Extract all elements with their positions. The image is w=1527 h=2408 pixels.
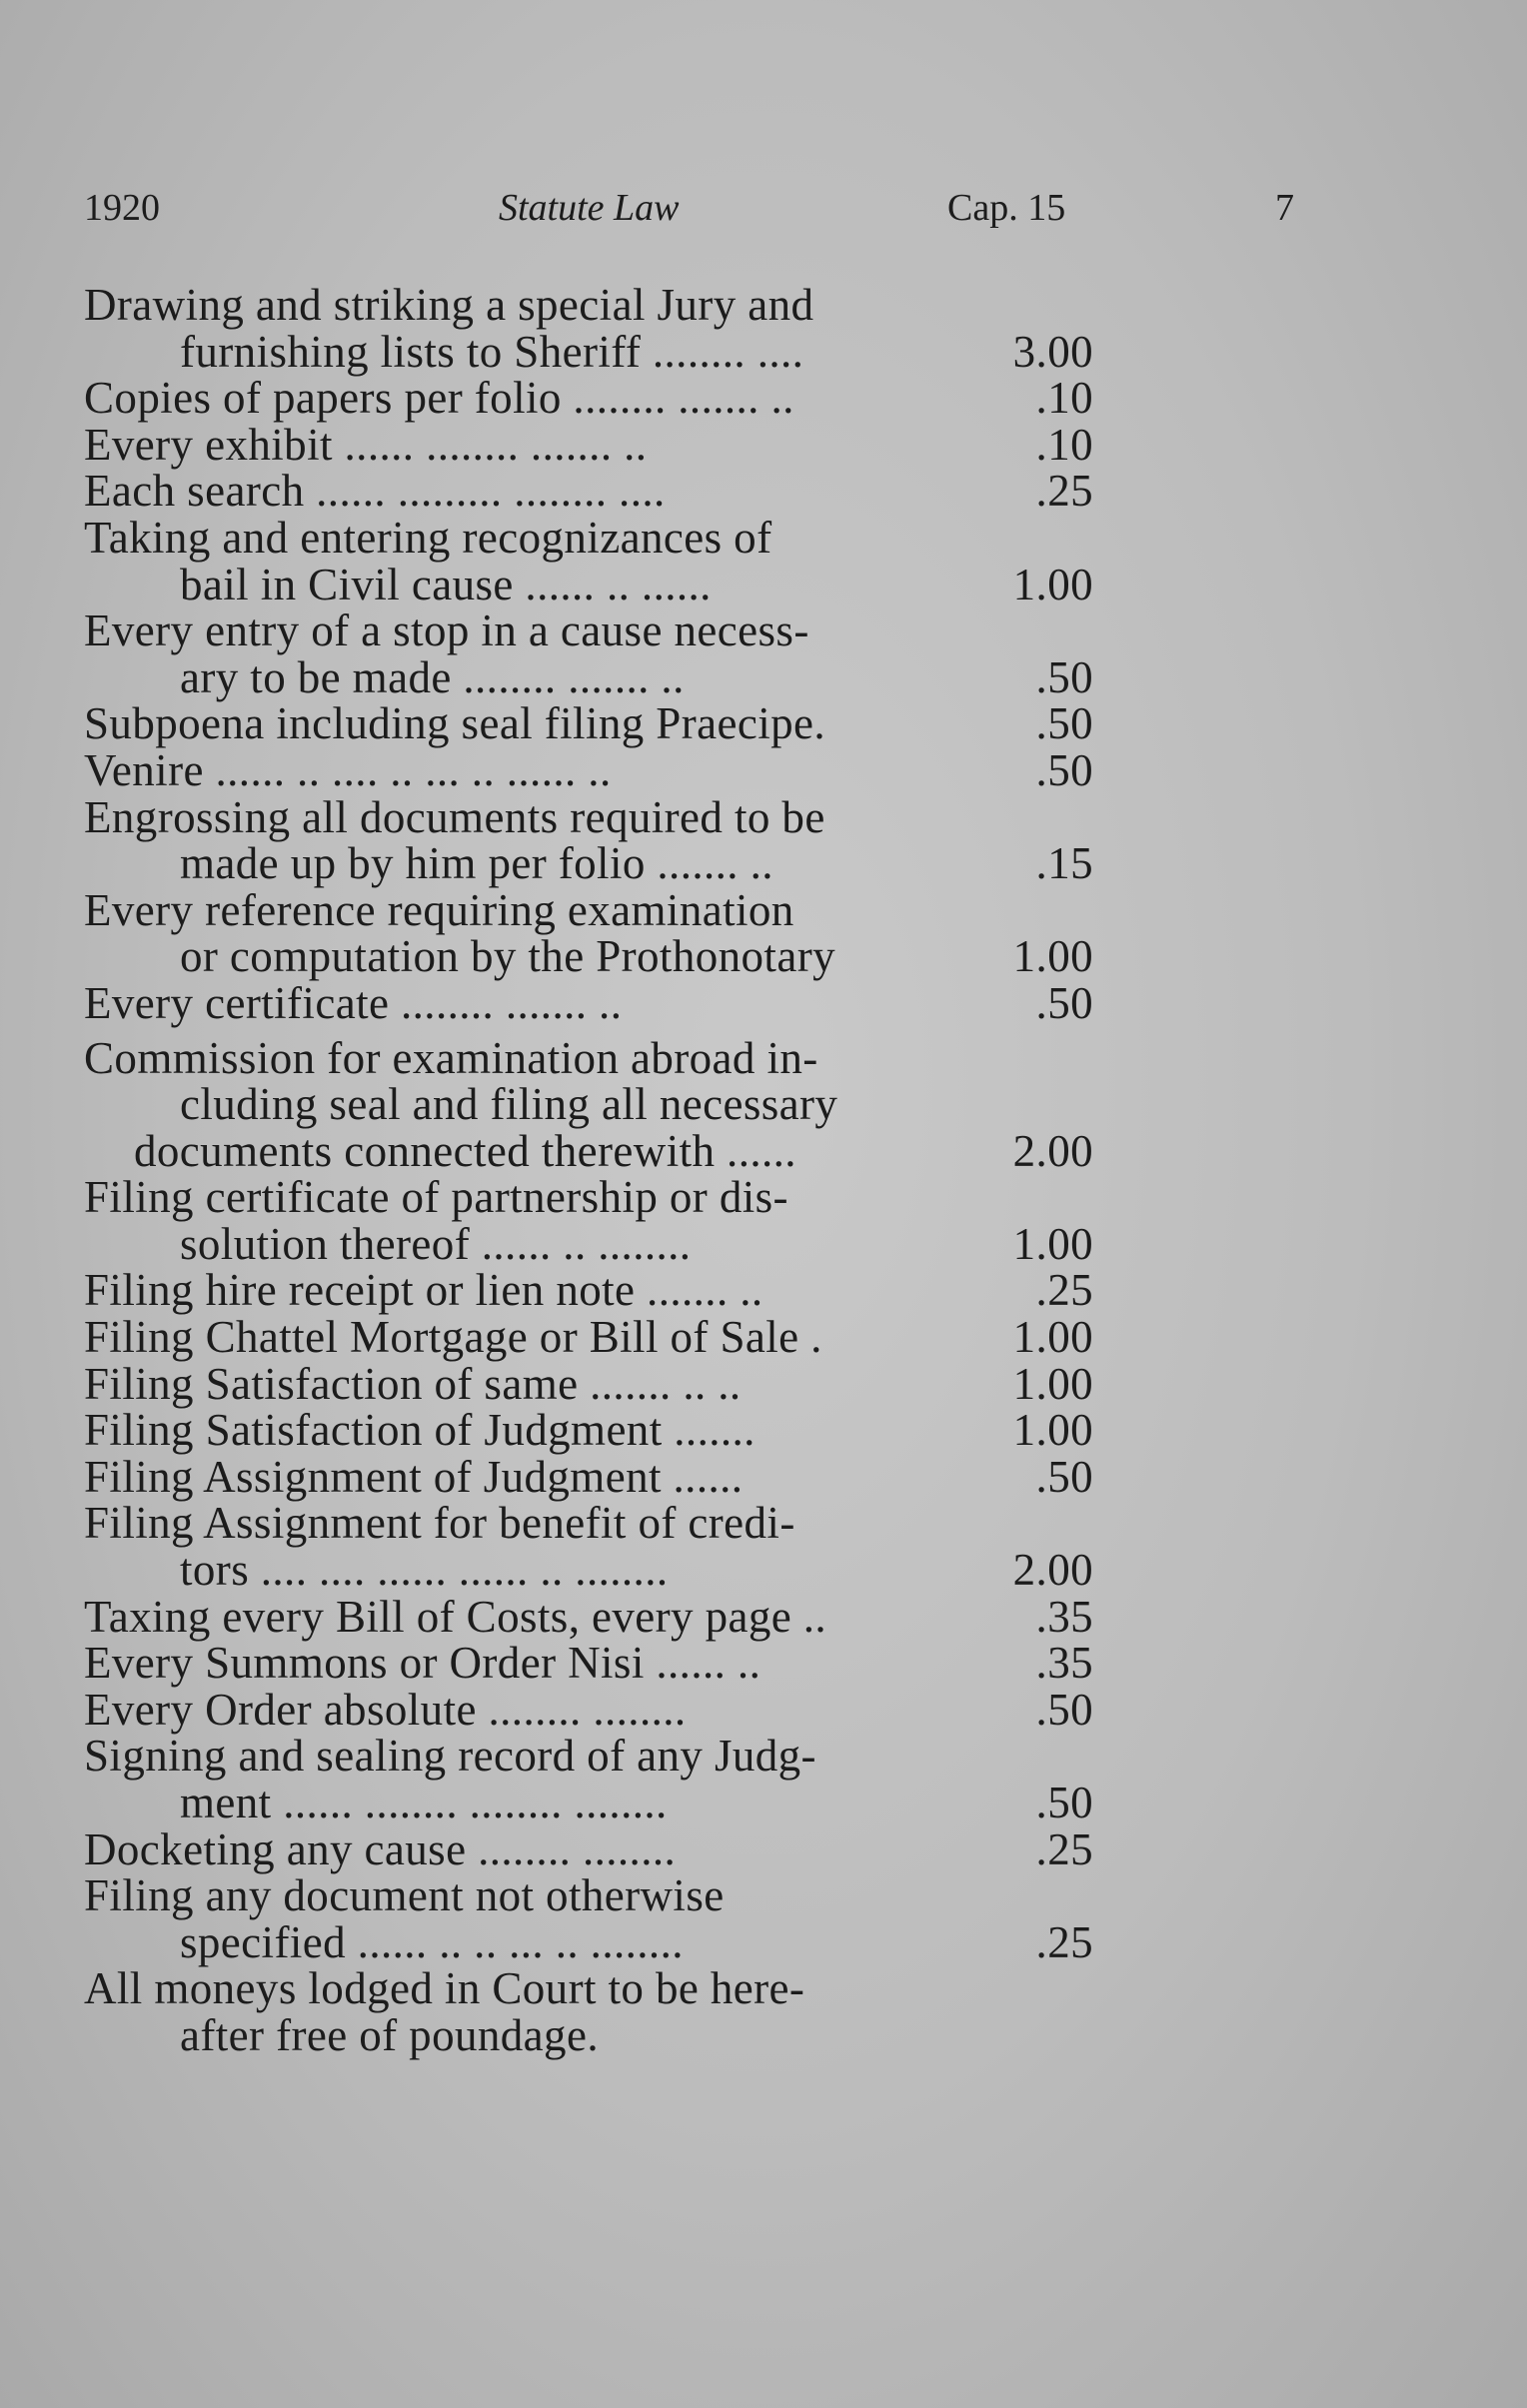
fee-description: Filing Chattel Mortgage or Bill of Sale . (84, 1312, 822, 1363)
fee-entry-continuation (84, 651, 1093, 702)
fee-entry-continuation (84, 326, 1093, 377)
fee-description: made up by him per folio ....... .. (180, 838, 773, 889)
fee-amount: .25 (1035, 1823, 1093, 1874)
fee-description: furnishing lists to Sheriff ........ .... (180, 326, 804, 377)
fee-amount: 1.00 (1012, 559, 1093, 609)
fee-entry (84, 282, 1093, 375)
fee-entry-line (84, 1358, 1093, 1409)
fee-entry (84, 1823, 1093, 1874)
fee-amount: 2.00 (1012, 1545, 1093, 1596)
fee-amount: .35 (1035, 1591, 1093, 1642)
fee-description: Venire ...... .. .... .. ... .. ...... .. (84, 744, 612, 795)
fee-entry (84, 1358, 1093, 1409)
fee-entry-line (84, 791, 1093, 842)
fee-entry (84, 1174, 1093, 1267)
fee-description: Every entry of a stop in a cause necess- (84, 605, 809, 656)
fee-entry (84, 1872, 1093, 1965)
fee-entry (84, 512, 1093, 609)
fee-amount: .50 (1035, 1778, 1093, 1827)
fee-amount: .25 (1035, 1916, 1093, 1967)
fee-schedule (84, 282, 1093, 2059)
fee-entry-continuation (84, 1780, 1093, 1826)
fee-entry (84, 419, 1093, 470)
fee-entry-line (84, 1407, 1093, 1454)
fee-amount: .10 (1035, 419, 1093, 470)
fee-amount: .15 (1035, 838, 1093, 889)
fee-entry (84, 468, 1093, 515)
fee-description: Every Summons or Order Nisi ...... .. (84, 1638, 762, 1689)
fee-entry (84, 1640, 1093, 1687)
fee-description: Drawing and striking a special Jury and (84, 280, 814, 330)
fee-entry (84, 1965, 1093, 2058)
fee-amount: 2.00 (1012, 1125, 1093, 1176)
fee-entry-line (84, 1174, 1093, 1221)
fee-description: Taking and entering recognizances of (84, 512, 772, 563)
fee-entry (84, 1267, 1093, 1314)
fee-entry-line (84, 1823, 1093, 1874)
fee-description: documents connected therewith ...... (134, 1125, 796, 1176)
fee-amount: .50 (1035, 1451, 1093, 1502)
fee-description: Each search ...... ......... ........ .... (84, 466, 666, 517)
fee-entry-continuation (84, 2009, 1093, 2060)
fee-entry (84, 375, 1093, 422)
fee-description: Every certificate ........ ....... .. (84, 977, 623, 1028)
fee-description: tors .... .... ...... ...... .. ........ (180, 1545, 669, 1596)
fee-amount: .35 (1035, 1638, 1093, 1689)
fee-amount: 3.00 (1012, 326, 1093, 377)
fee-entry-line (84, 1500, 1093, 1547)
fee-entry-continuation (84, 1547, 1093, 1594)
fee-amount: .50 (1035, 744, 1093, 795)
fee-amount: .50 (1035, 651, 1093, 702)
fee-entry-line (84, 700, 1093, 747)
fee-description: All moneys lodged in Court to be here- (84, 1963, 805, 2014)
fee-entry-line (84, 419, 1093, 470)
fee-amount: .50 (1035, 698, 1093, 749)
fee-entry-continuation (84, 1218, 1093, 1269)
fee-description: Engrossing all documents required to be (84, 791, 825, 842)
fee-entry (84, 700, 1093, 747)
fee-entry-line (84, 282, 1093, 329)
fee-amount: .25 (1035, 1265, 1093, 1316)
fee-amount: 1.00 (1012, 1312, 1093, 1363)
fee-description: Filing Satisfaction of same ....... .. .. (84, 1358, 742, 1409)
header-chapter: Cap. 15 (947, 187, 1066, 229)
fee-entry-continuation (84, 559, 1093, 609)
fee-amount: .50 (1035, 977, 1093, 1028)
fee-entry-line (84, 607, 1093, 654)
header-year: 1920 (84, 187, 160, 229)
fee-description: after free of poundage. (180, 2009, 599, 2060)
fee-description: Filing Satisfaction of Judgment ....... (84, 1405, 756, 1456)
fee-entry-continuation (84, 933, 1093, 980)
fee-entry-line (84, 744, 1093, 795)
fee-description: bail in Civil cause ...... .. ...... (180, 559, 712, 609)
fee-entry-line (84, 375, 1093, 422)
fee-description: Filing Assignment of Judgment ...... (84, 1451, 744, 1502)
fee-entry-line (84, 977, 1093, 1028)
fee-entry-continuation (84, 1081, 1093, 1128)
fee-entry-line (84, 1640, 1093, 1687)
fee-entry (84, 884, 1093, 982)
fee-entry-line (84, 1591, 1093, 1642)
fee-description: ary to be made ........ ....... .. (180, 651, 685, 702)
fee-amount: .50 (1035, 1684, 1093, 1735)
fee-entry-line (84, 512, 1093, 563)
fee-entry (84, 1684, 1093, 1735)
header-title: Statute Law (499, 187, 680, 229)
fee-description: ment ...... ........ ........ ........ (180, 1778, 668, 1827)
fee-entry (84, 1591, 1093, 1642)
fee-entry (84, 1032, 1093, 1176)
fee-description: Filing hire receipt or lien note ....... .. (84, 1265, 764, 1316)
fee-description: Every exhibit ...... ........ ....... .. (84, 419, 648, 470)
fee-description: Taxing every Bill of Costs, every page .. (84, 1591, 827, 1642)
fee-description: Docketing any cause ........ ........ (84, 1823, 677, 1874)
fee-entry-line (84, 1872, 1093, 1919)
fee-amount: 1.00 (1012, 1405, 1093, 1456)
fee-description: Filing any document not otherwise (84, 1870, 725, 1921)
fee-entry-line (84, 1451, 1093, 1502)
fee-entry (84, 1498, 1093, 1596)
fee-description: Signing and sealing record of any Judg- (84, 1731, 816, 1782)
fee-entry-continuation (84, 1125, 1093, 1176)
fee-amount: .25 (1035, 466, 1093, 517)
fee-description: Commission for examination abroad in- (84, 1032, 818, 1083)
fee-entry-line (84, 1267, 1093, 1314)
fee-description: solution thereof ...... .. ........ (180, 1218, 692, 1269)
fee-entry-line (84, 1965, 1093, 2012)
fee-amount: 1.00 (1012, 1218, 1093, 1269)
fee-entry-line (84, 1032, 1093, 1083)
fee-entry (84, 1314, 1093, 1361)
fee-description: specified ...... .. .. ... .. ........ (180, 1916, 684, 1967)
fee-entry-line (84, 1314, 1093, 1361)
fee-entry (84, 1407, 1093, 1454)
fee-entry (84, 1733, 1093, 1825)
fee-entry (84, 1451, 1093, 1502)
fee-description: or computation by the Prothonotary (180, 931, 835, 982)
fee-entry-line (84, 884, 1093, 935)
fee-entry-continuation (84, 1916, 1093, 1967)
fee-description: Every reference requiring examination (84, 884, 794, 935)
fee-amount: 1.00 (1012, 1358, 1093, 1409)
fee-entry (84, 744, 1093, 795)
fee-description: Subpoena including seal filing Praecipe. (84, 698, 826, 749)
fee-description: cluding seal and filing all necessary (180, 1079, 838, 1130)
page-number: 7 (1275, 187, 1294, 229)
fee-amount: 1.00 (1012, 931, 1093, 982)
fee-description: Filing certificate of partnership or dis- (84, 1172, 788, 1223)
fee-entry (84, 977, 1093, 1028)
fee-entry-line (84, 1684, 1093, 1735)
fee-entry-continuation (84, 840, 1093, 887)
fee-entry-line (84, 1733, 1093, 1780)
fee-amount: .10 (1035, 373, 1093, 424)
fee-entry (84, 791, 1093, 889)
fee-description: Copies of papers per folio ........ ....... .. (84, 373, 794, 424)
fee-description: Filing Assignment for benefit of credi- (84, 1498, 795, 1549)
fee-entry-line (84, 468, 1093, 515)
fee-description: Every Order absolute ........ ........ (84, 1684, 687, 1735)
running-header (84, 186, 1303, 246)
fee-entry (84, 607, 1093, 700)
